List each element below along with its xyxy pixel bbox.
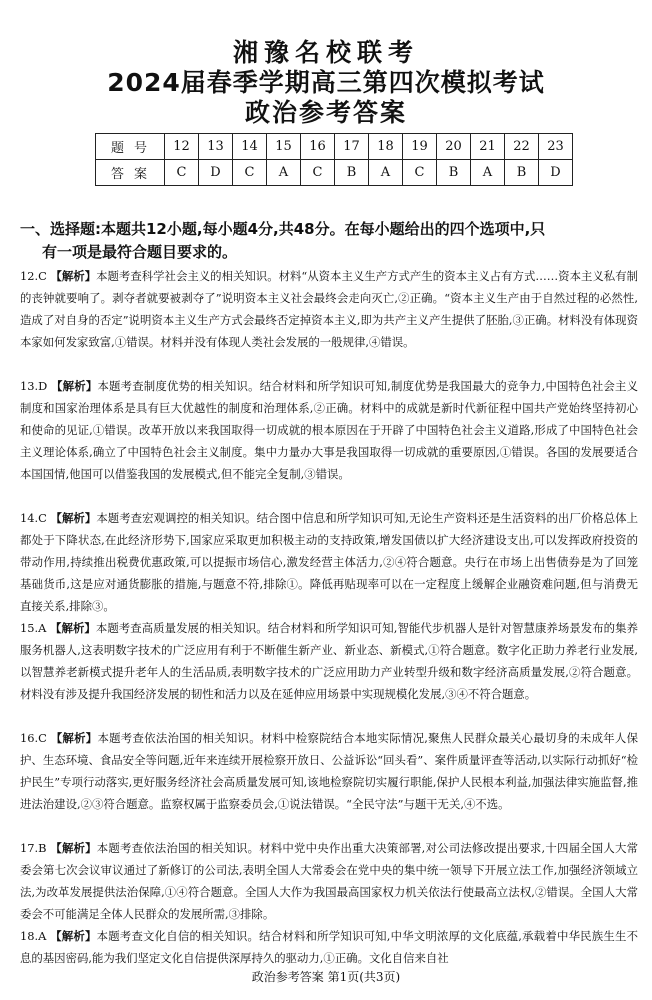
question-number-row bbox=[96, 134, 573, 160]
question-prefix: 17.B bbox=[20, 841, 47, 855]
question-explanation bbox=[20, 925, 638, 969]
question-prefix: 16.C bbox=[20, 731, 47, 745]
answer-table bbox=[95, 133, 573, 186]
question-explanation bbox=[20, 265, 638, 353]
question-number-cell: 14 bbox=[233, 134, 267, 160]
question-number-cell: 17 bbox=[335, 134, 369, 160]
question-prefix: 15.A bbox=[20, 621, 47, 635]
answer-row bbox=[96, 160, 573, 186]
answer-cell: C bbox=[301, 160, 335, 186]
answer-cell: C bbox=[233, 160, 267, 186]
answer-cell: B bbox=[505, 160, 539, 186]
answer-cell: D bbox=[539, 160, 573, 186]
answer-cell: B bbox=[437, 160, 471, 186]
question-number-cell: 21 bbox=[471, 134, 505, 160]
answer-key-title: 政治参考答案 bbox=[244, 98, 407, 127]
exam-title: 2024届春季学期高三第四次模拟考试 bbox=[107, 68, 545, 97]
answer-cell: A bbox=[369, 160, 403, 186]
analysis-tag: 【解析】 bbox=[51, 379, 98, 393]
question-number-cell: 23 bbox=[539, 134, 573, 160]
row-label-number: 题号 bbox=[96, 134, 165, 160]
page-footer: 政治参考答案 第1页(共3页) bbox=[251, 970, 401, 984]
explanation-text: 本题考查高质量发展的相关知识。结合材料和所学知识可知,智能代步机器人是针对智慧康养场景发布的集养服务机器人,这表明数字技术的广泛应用有利于不断催生新产业、新业态、新模式,①符合题意。数字化正助力养老行业发展,以智慧养老新模式提升老年人的生活品质,表明数字技术的广泛应用助力产业转型升级和数字经济高质量发展,②符合题意。材料没有涉及提升我国经济发展的韧性和活力以及在延伸应用场景中实现规模化发展,③④不符合题意。 bbox=[20, 621, 638, 701]
explanation-text: 本题考查依法治国的相关知识。材料中党中央作出重大决策部署,对公司法修改提出要求,十四届全国人大常委会第七次会议审议通过了新修订的公司法,表明全国人大常委会在党中央的集中统一领导下开展立法工作,加强经济领域立法,为改革发展提供法治保障,①④符合题意。全国人大作为我国最高国家权力机关依法行使最高立法权,②错误。全国人大常委会不可能满足全体人民群众的发展所需,③排除。 bbox=[20, 841, 638, 921]
question-number-cell: 15 bbox=[267, 134, 301, 160]
question-explanation bbox=[20, 837, 638, 925]
section-heading-line1: 一、选择题:本题共12小题,每小题4分,共48分。在每小题给出的四个选项中,只 bbox=[20, 220, 546, 238]
answer-cell: C bbox=[165, 160, 199, 186]
explanation-text: 本题考查制度优势的相关知识。结合材料和所学知识可知,制度优势是我国最大的竞争力,中国特色社会主义制度和国家治理体系是具有巨大优越性的制度和治理体系,②正确。材料中的成就是新时代新征程中国共产党始终坚持初心和使命的见证,①错误。改革开放以来我国取得一切成就的根本原因在于开辟了中国特色社会主义道路,形成了中国特色社会主义理论体系,确立了中国特色社会主义制度。集中力量办大事是我国取得一切成就的重要原因,①错误。各国的发展要适合本国国情,他国可以借鉴我国的发展模式,但不能完全复制,③错误。 bbox=[20, 379, 638, 481]
analysis-tag: 【解析】 bbox=[50, 929, 97, 943]
question-explanation bbox=[20, 617, 638, 705]
question-number-cell: 22 bbox=[505, 134, 539, 160]
explanation-text: 本题考查宏观调控的相关知识。结合图中信息和所学知识可知,无论生产资料还是生活资料的出厂价格总体上都处于下降状态,在此经济形势下,国家应采取更加积极主动的支持政策,增发国债以扩大经济建设支出,可以发挥政府投资的带动作用,持续推出税费优惠政策,可以提振市场信心,激发经营主体活力,②④符合题意。央行在市场上出售债券是为了回笼基础货币,这是应对通货膨胀的措施,与题意不符,排除①。降低再贴现率可以在一定程度上缓解企业融资难问题,但与消费无直接关系,排除③。 bbox=[20, 511, 638, 613]
section-heading-line2: 有一项是最符合题目要求的。 bbox=[42, 243, 238, 261]
question-prefix: 12.C bbox=[20, 269, 47, 283]
question-prefix: 18.A bbox=[20, 929, 47, 943]
exam-union-title: 湘豫名校联考 bbox=[232, 38, 419, 67]
section-heading bbox=[20, 218, 642, 264]
analysis-tag: 【解析】 bbox=[50, 269, 97, 283]
question-number-cell: 18 bbox=[369, 134, 403, 160]
question-number-cell: 13 bbox=[199, 134, 233, 160]
explanation-text: 本题考查依法治国的相关知识。材料中检察院结合本地实际情况,聚焦人民群众最关心最切身的未成年人保护、生态环境、食品安全等问题,近年来连续开展检察开放日、公益诉讼“回头看”、案件质量评查等活动,以实际行动抓好“检护民生”专项行动落实,更好服务经济社会高质量发展可知,该地检察院切实履行职能,保护人民根本利益,加强法律实施监督,推进法治建设,②③符合题意。监察权属于监察委员会,①说法错误。“全民守法”与题干无关,④不选。 bbox=[20, 731, 638, 811]
row-label-answer: 答案 bbox=[96, 160, 165, 186]
question-number-cell: 16 bbox=[301, 134, 335, 160]
analysis-tag: 【解析】 bbox=[50, 511, 97, 525]
analysis-tag: 【解析】 bbox=[50, 621, 96, 635]
answer-cell: B bbox=[335, 160, 369, 186]
question-prefix: 14.C bbox=[20, 511, 47, 525]
explanation-text: 本题考查科学社会主义的相关知识。材料“从资本主义生产方式产生的资本主义占有方式……资本主义私有制的丧钟就要响了。剥夺者就要被剥夺了”说明资本主义社会最终会走向灭亡,②正确。“资本主义生产由于自然过程的必然性,造成了对自身的否定”说明资本主义生产方式会最终否定掉资本主义,即为共产主义产生提供了胚胎,③正确。材料没有体现资本家如何发家致富,①错误。材料并没有体现人类社会发展的一般规律,④错误。 bbox=[20, 269, 638, 349]
question-number-cell: 12 bbox=[165, 134, 199, 160]
question-explanation bbox=[20, 375, 638, 485]
explanation-text: 本题考查文化自信的相关知识。结合材料和所学知识可知,中华文明浓厚的文化底蕴,承载着中华民族生生不息的基因密码,能为我们坚定文化自信提供深厚持久的驱动力,①正确。文化自信来自社 bbox=[20, 929, 638, 965]
question-number-cell: 19 bbox=[403, 134, 437, 160]
analysis-tag: 【解析】 bbox=[50, 731, 98, 745]
question-explanation bbox=[20, 727, 638, 815]
question-explanation bbox=[20, 507, 638, 617]
answer-cell: D bbox=[199, 160, 233, 186]
title-block bbox=[0, 38, 652, 128]
question-prefix: 13.D bbox=[20, 379, 48, 393]
analysis-tag: 【解析】 bbox=[50, 841, 97, 855]
answer-cell: A bbox=[267, 160, 301, 186]
question-number-cell: 20 bbox=[437, 134, 471, 160]
answer-cell: C bbox=[403, 160, 437, 186]
answer-cell: A bbox=[471, 160, 505, 186]
